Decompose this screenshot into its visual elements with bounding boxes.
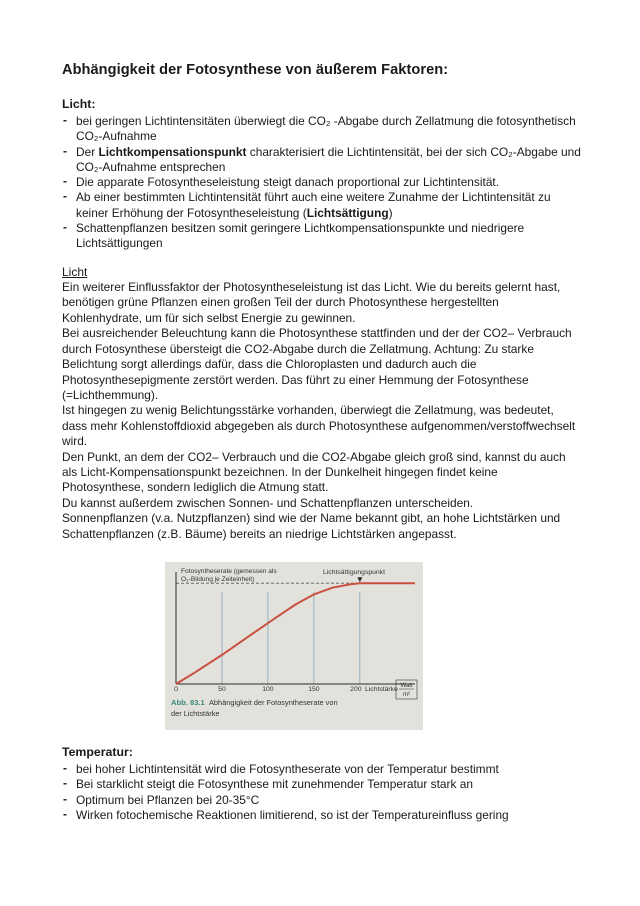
bullet-text: Ab einer bestimmten Lichtintensität führt auch eine weitere Zunahme der Lichtintensität zu keiner Erhöhung der Fotosyntheseleistung (: [76, 190, 551, 220]
bullet-bold-term: Lichtkompensationspunkt: [98, 144, 247, 159]
caption-text-line1: Abhängigkeit der Fotosyntheserate von: [209, 698, 338, 707]
x-unit-numerator: Watt: [400, 683, 413, 689]
x-unit-denominator: m²: [403, 692, 410, 698]
temperature-bullet-list: [62, 762, 582, 823]
bullet-bold-term: Lichtsättigung: [306, 205, 389, 220]
temperature-bullet: - Wirken fotochemische Reaktionen limitierend, so ist der Temperatureinfluss gering: [62, 808, 582, 823]
light-bullet: [62, 190, 582, 221]
x-tick-label: 150: [308, 686, 320, 693]
temperature-bullet: - Bei starklicht steigt die Fotosynthese mit zunehmender Temperatur stark an: [62, 777, 582, 792]
licht-paragraph: Ist hingegen zu wenig Belichtungsstärke vorhanden, überwiegt die Zellatmung, was bedeutet, dass mehr Kohlenstoffdioxid abgegeben als durch Photosynthese aufgenommen/verstoffwechselt wird.: [62, 403, 576, 449]
licht-paragraph: Ein weiterer Einflussfaktor der Photosyntheseleistung ist das Licht. Wie du bereits gelernt hast, benötigen grüne Pflanzen einen großen Teil der durch Photosynthese hergestellten Kohlenhydrate, um für sich selbst Energie zu gewinnen.: [62, 280, 561, 325]
caption-text-line2: der Lichtstärke: [171, 709, 220, 718]
bullet-text: Schattenpflanzen besitzen somit geringere Lichtkompensationspunkte und niedrigere Lichtsättigungen: [76, 221, 525, 251]
licht-paragraph: Du kannst außerdem zwischen Sonnen- und Schattenpflanzen unterscheiden.: [62, 495, 474, 510]
x-tick-label: 0: [174, 686, 178, 693]
x-tick-label: 200: [350, 686, 362, 693]
light-bullet: [62, 145, 582, 176]
licht-paragraph: Den Punkt, an dem der CO2– Verbrauch und die CO2-Abgabe gleich groß sind, kannst du auch als Licht-Kompensationspunkt bezeichnen. In der Dunkelheit hingegen findet keine Photosynthese, sondern lediglich die Atmung statt.: [62, 449, 566, 495]
photosynthesis-rate-curve: [176, 583, 415, 684]
light-bullet: [62, 114, 582, 145]
temperature-bullet: - Optimum bei Pflanzen bei 20-35°C: [62, 793, 582, 808]
x-tick-label: 100: [262, 686, 274, 693]
page-title: Abhängigkeit der Fotosynthese von äußerem Faktoren:: [62, 62, 449, 78]
x-axis-label: Lichtstärke: [365, 686, 398, 693]
saturation-point-arrow-icon: [357, 577, 362, 582]
bullet-text: Der: [76, 144, 99, 159]
x-tick-label: 50: [218, 686, 226, 693]
bullet-text: bei geringen Lichtintensitäten überwiegt die CO₂ -Abgabe durch Zellatmung die fotosynthetisch CO₂-Aufnahme: [76, 114, 576, 144]
temperature-section: [62, 745, 582, 823]
licht-subheading: Licht: [62, 264, 88, 279]
licht-paragraph: Sonnenpflanzen (v.a. Nutzpflanzen) sind wie der Name bekannt gibt, an hohe Lichtstärken und Schattenpflanzen (z.B. Bäume) bereits an niedrige Lichtstärken angepasst.: [62, 511, 561, 541]
light-bullet-list: [62, 114, 582, 252]
photosynthesis-chart: [165, 562, 423, 730]
temperature-heading: Temperatur:: [62, 745, 133, 759]
light-bullet: [62, 175, 582, 190]
bullet-text: Die apparate Fotosyntheseleistung steigt danach proportional zur Lichtintensität.: [76, 175, 500, 190]
bullet-text: charakterisiert die Lichtintensität, bei der sich CO₂-Abgabe und CO₂-Aufnahme entsprechen: [76, 144, 581, 174]
caption-label: Abb. 83.1: [171, 698, 205, 707]
photosynthesis-chart-figure: [165, 562, 423, 730]
bullet-text: ): [388, 205, 393, 220]
page-content: [62, 62, 582, 542]
light-heading: Licht:: [62, 97, 96, 111]
light-bullet: [62, 221, 582, 252]
temperature-bullet: - bei hoher Lichtintensität wird die Fotosyntheserate von der Temperatur bestimmt: [62, 762, 582, 777]
licht-paragraph: Bei ausreichender Beleuchtung kann die Photosynthese stattfinden und der der CO2– Verbrauch durch Fotosynthese übersteigt die CO2-Abgabe durch die Zellatmung. Achtung: Zu starke Belichtung sorgt allerdings dafür, dass die Chloroplasten und dadurch auch die Photosynthesepigmente zerstört werden. Das führt zu einer Hemmung der Fotosynthese (=Lichthemmung).: [62, 326, 572, 402]
y-axis-label-line1: Fotosyntheserate (gemessen als: [181, 568, 277, 575]
y-axis-label-line2: O₂-Bildung je Zeiteinheit): [181, 576, 255, 583]
saturation-point-label: Lichtsättigungspunkt: [323, 569, 385, 576]
